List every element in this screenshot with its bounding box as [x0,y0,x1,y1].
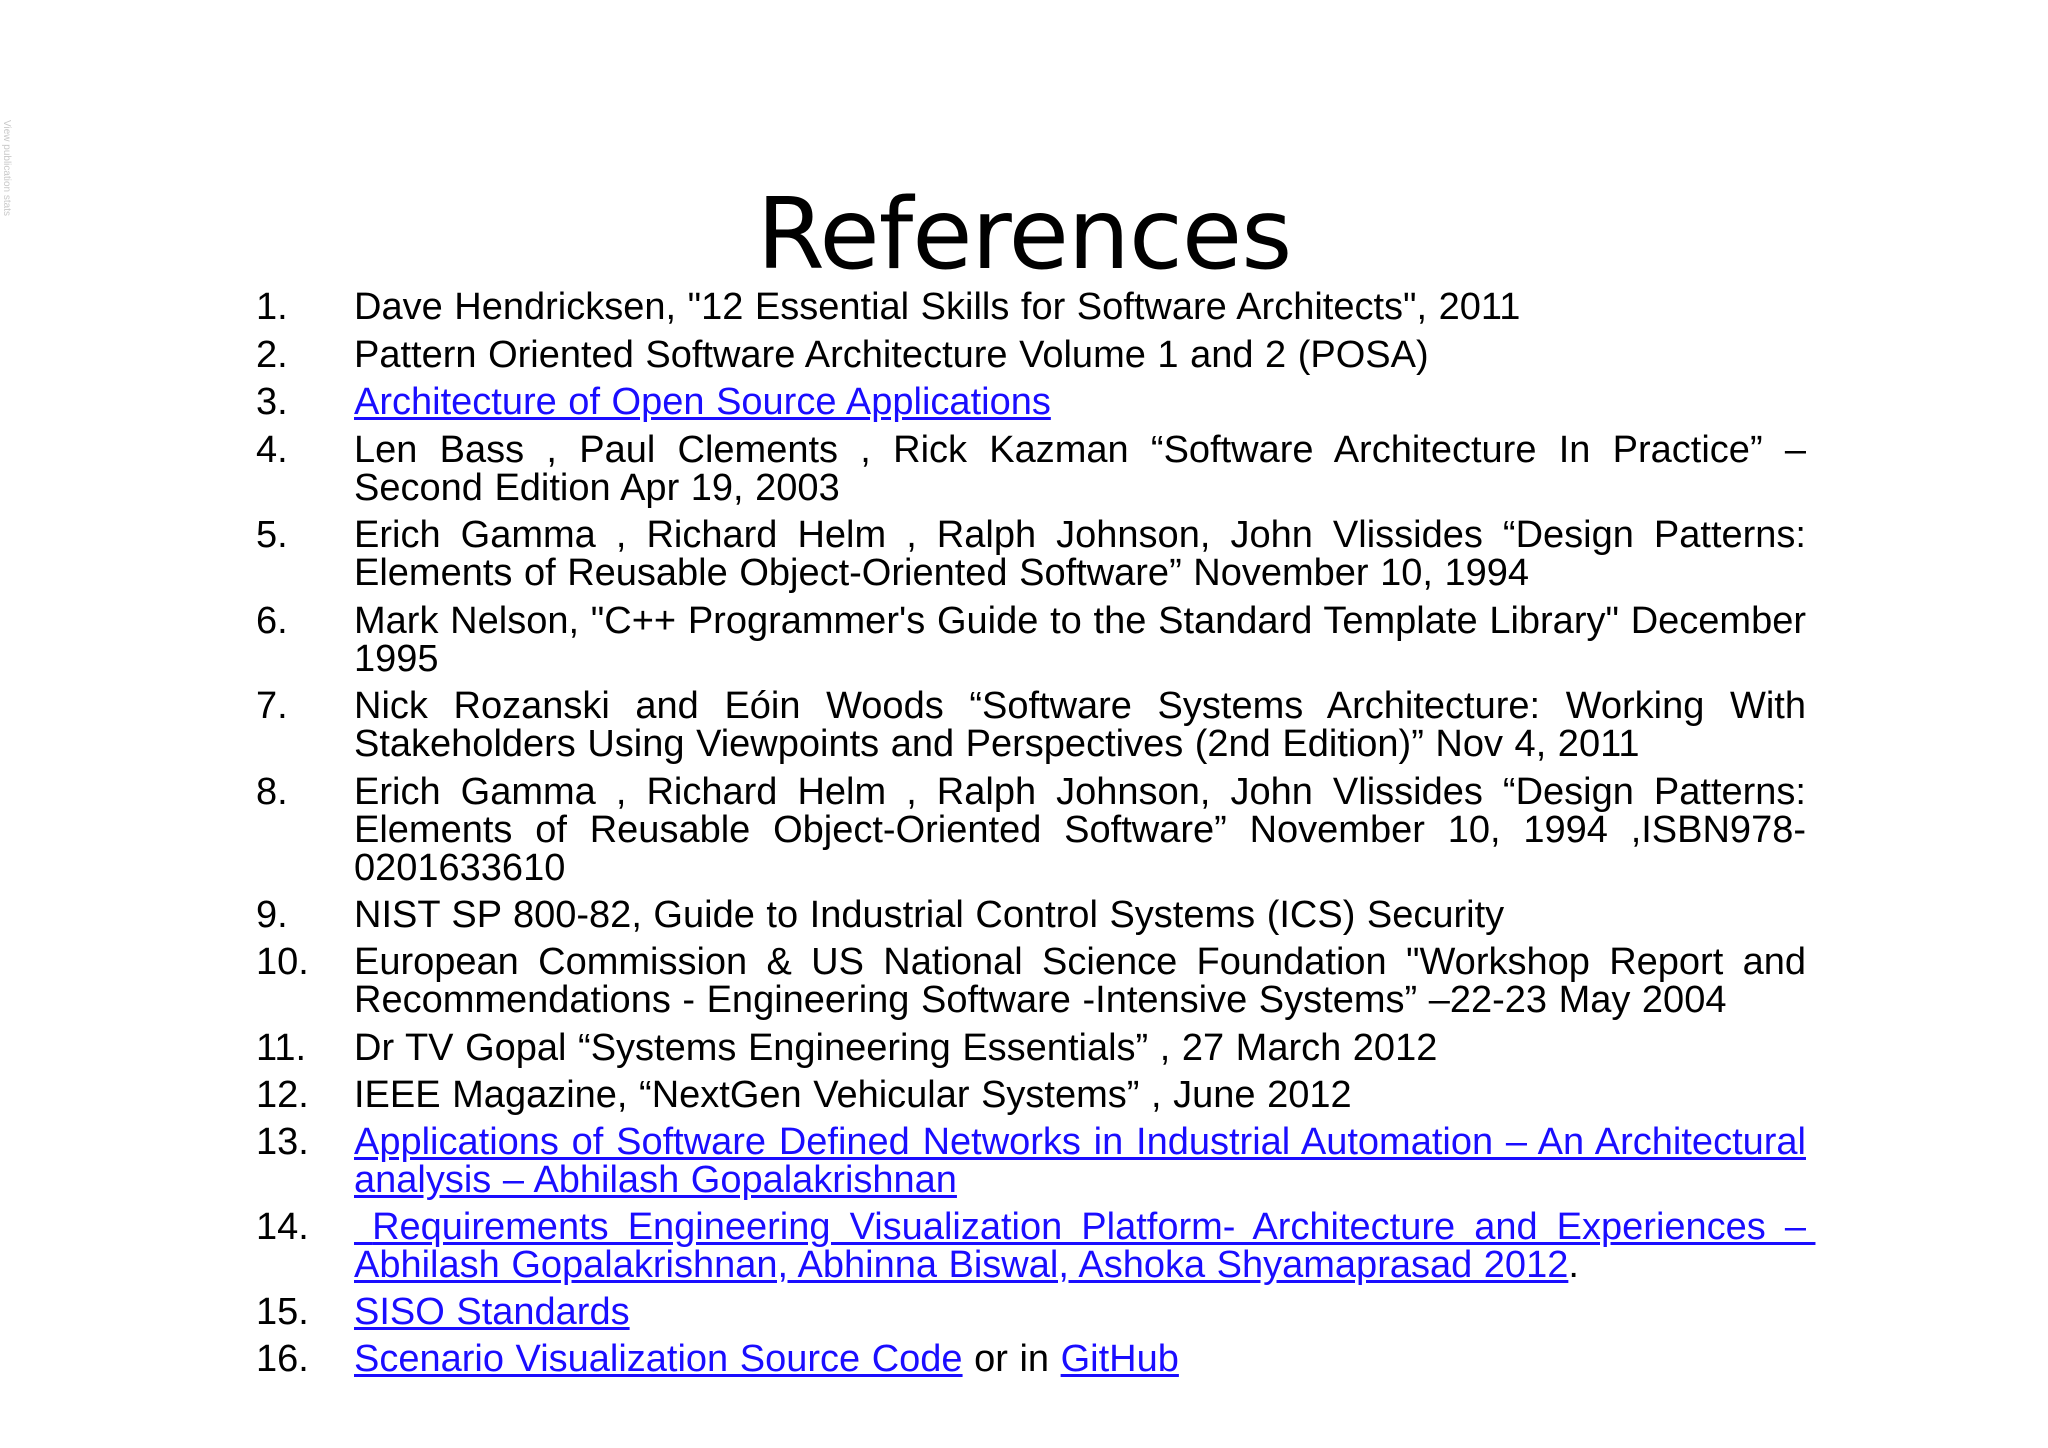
reference-number: 7. [256,685,288,727]
reference-number: 14. [256,1206,309,1248]
reference-link[interactable]: Scenario Visualization Source Code [354,1338,963,1380]
reference-link[interactable]: SISO Standards [354,1291,630,1333]
reference-text: Dave Hendricksen, "12 Essential Skills for Software Architects", 2011 [354,286,1521,328]
reference-item-16 [256,1340,1806,1378]
reference-item-6 [256,602,1806,678]
reference-item-3 [256,383,1806,421]
reference-number: 11. [256,1027,307,1069]
reference-number: 13. [256,1121,309,1163]
github-link[interactable]: GitHub [1060,1338,1179,1380]
reference-number: 16. [256,1338,309,1380]
reference-item-15 [256,1293,1806,1331]
reference-number: 10. [256,941,309,983]
reference-link[interactable]: Applications of Software Defined Networks in Industrial Automation – An Architectural analysis – Abhilash Gopalakrishnan [354,1121,1806,1201]
reference-text: IEEE Magazine, “NextGen Vehicular Systems” , June 2012 [354,1074,1352,1116]
reference-number: 5. [256,514,288,556]
reference-item-9 [256,896,1806,934]
reference-text: Len Bass , Paul Clements , Rick Kazman “Software Architecture In Practice” – Second Edition Apr 19, 2003 [354,429,1806,509]
reference-text: Erich Gamma , Richard Helm , Ralph Johnson, John Vlissides “Design Patterns: Elements of Reusable Object-Oriented Software” November 10, 1994 ,ISBN978-0201633610 [354,771,1806,889]
page-title: References [756,178,1292,292]
reference-text: Nick Rozanski and Eóin Woods “Software Systems Architecture: Working With Stakeholders Using Viewpoints and Perspectives (2nd Edition)” Nov 4, 2011 [354,685,1806,765]
reference-number: 8. [256,771,288,813]
reference-link[interactable]: Architecture of Open Source Applications [354,381,1051,423]
side-note-text: View publication stats [1,120,12,216]
reference-text: Dr TV Gopal “Systems Engineering Essentials” , 27 March 2012 [354,1027,1438,1069]
reference-item-13 [256,1123,1806,1199]
reference-item-14 [256,1206,1816,1286]
reference-number: 4. [256,429,288,471]
reference-connector: or in [962,1338,1061,1380]
reference-text: Pattern Oriented Software Architecture Volume 1 and 2 (POSA) [354,334,1429,376]
reference-list [256,286,1816,1380]
reference-number: 15. [256,1291,309,1333]
reference-item-10 [256,943,1806,1019]
reference-number: 9. [256,894,288,936]
reference-item-8 [256,773,1806,887]
reference-number: 6. [256,600,288,642]
reference-link[interactable]: Requirements Engineering Visualization Platform- Architecture and Experiences – Abhilash Gopalakrishnan, Abhinna Biswal, Ashoka Shyamaprasad 2012 [354,1206,1816,1286]
reference-number: 12. [256,1074,309,1116]
reference-number: 1. [256,286,288,328]
reference-item-4 [256,431,1806,507]
reference-text: Erich Gamma , Richard Helm , Ralph Johnson, John Vlissides “Design Patterns: Elements of Reusable Object-Oriented Software” November 10, 1994 [354,514,1806,594]
reference-number: 3. [256,381,288,423]
reference-text: Mark Nelson, "C++ Programmer's Guide to the Standard Template Library" December 1995 [354,600,1806,680]
reference-number: 2. [256,334,288,376]
reference-text: European Commission & US National Science Foundation "Workshop Report and Recommendations - Engineering Software -Intensive Systems” –22-23 May 2004 [354,941,1806,1021]
reference-item-2 [256,336,1806,374]
reference-item-5 [256,516,1806,592]
reference-suffix: . [1568,1244,1579,1286]
reference-text: NIST SP 800-82, Guide to Industrial Control Systems (ICS) Security [354,894,1505,936]
reference-item-11 [256,1029,1806,1067]
reference-item-1 [256,288,1806,326]
reference-item-12 [256,1076,1806,1114]
reference-item-7 [256,687,1806,763]
